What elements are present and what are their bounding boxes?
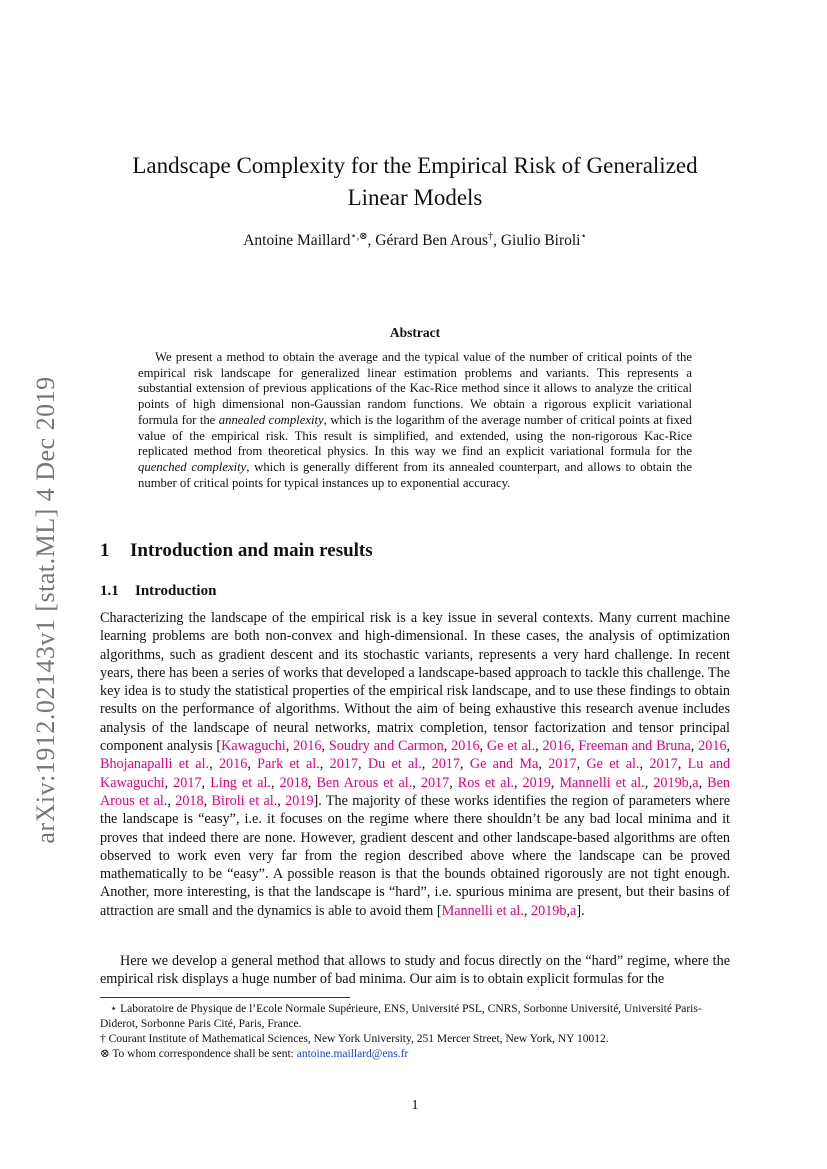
citation-separator: , bbox=[639, 756, 650, 773]
citation-link[interactable]: Park et al. bbox=[257, 756, 320, 773]
abstract-text: , which is the logarithm of the average number of critical points at fixed value of the empirical risk. This result is simplified, and extended, using the non-rigorous Kac-Rice replicated method from theoretical physics. In this way we find an explicit variational formula for the bbox=[138, 412, 692, 459]
author-list: Antoine Maillard⋆,⊗, Gérard Ben Arous†, Giulio Biroli⋆ bbox=[243, 230, 587, 249]
citation-separator: , bbox=[690, 738, 699, 755]
citation-link[interactable]: 2016 bbox=[542, 738, 571, 755]
citation-separator: , bbox=[479, 738, 487, 755]
footnote-mark: ⊗ bbox=[100, 1048, 110, 1060]
citation-separator: , bbox=[247, 756, 258, 773]
author-name: Giulio Biroli bbox=[500, 232, 581, 249]
paper-title bbox=[100, 150, 730, 214]
citation-link[interactable]: Kawaguchi bbox=[221, 738, 286, 755]
citation-link[interactable]: Du et al. bbox=[367, 756, 422, 773]
author-mark: ⋆ bbox=[580, 230, 587, 242]
citation-link[interactable]: Ben Arous et al. bbox=[100, 774, 731, 809]
citation-separator: , bbox=[535, 738, 543, 755]
citation-separator: , bbox=[566, 902, 571, 919]
abstract-body bbox=[138, 350, 692, 491]
paragraph-text: Characterizing the landscape of the empirical risk is a key issue in several contexts. Many current machine learning problems are both non-convex and high-dimensional. In these cases, the analysis of optimization algorithms, such as gradient descent and its stochastic variants, represents a very hard challenge. In recent years, there has been a series of works that developed a landscape-based approach to tackle this challenge. The key idea is to study the statistical properties of the empirical risk landscape, and to use these findings to obtain results on the performance of algorithms. Without the aim of being exhaustive this research avenue includes analysis of the landscape of neural networks, matrix completion, tensor factorization and tensor principal component analysis [ bbox=[100, 610, 730, 755]
citation-separator: , bbox=[412, 774, 421, 791]
citation-link[interactable]: 2017 bbox=[548, 756, 577, 773]
paragraph-text: ]. bbox=[576, 902, 585, 919]
citation-link[interactable]: 2017 bbox=[649, 756, 678, 773]
abstract-emphasis: quenched complexity bbox=[138, 459, 247, 474]
citation-separator: , bbox=[285, 738, 294, 755]
citation-link[interactable]: 2017 bbox=[173, 774, 202, 791]
abstract-text: We present a method to obtain the average and the typical value of the number of critical points of the empirical risk landscape for generalized linear estimation problems and variants. This represents a substantial extension of previous applications of the Kac-Rice method since it allows to analyze the critical points of high dimensional non-Gaussian random functions. We obtain a rigorous explicit variational formula for the bbox=[138, 350, 692, 427]
author-name: Antoine Maillard bbox=[243, 232, 351, 249]
footnote-mark: ⋆ bbox=[110, 1003, 118, 1015]
citation-link[interactable]: Bhojanapalli et al. bbox=[100, 756, 210, 773]
citation-separator: , bbox=[201, 774, 211, 791]
citation-separator: , bbox=[167, 792, 176, 809]
citation-separator: , bbox=[164, 774, 174, 791]
footnote-rule bbox=[100, 997, 350, 998]
citation-link[interactable]: 2016 bbox=[293, 738, 322, 755]
citation-separator: , bbox=[307, 774, 317, 791]
citation-separator: , bbox=[421, 756, 432, 773]
footnote-text: Laboratoire de Physique de l’Ecole Normale Supérieure, ENS, Université PSL, CNRS, Sorbonne Université, Université Paris-Diderot, Sorbonne Paris Cité, Paris, France. bbox=[100, 1003, 702, 1030]
citation-separator: , bbox=[570, 738, 579, 755]
citation-link[interactable]: 2018 bbox=[175, 792, 204, 809]
citation-link[interactable]: 2018 bbox=[279, 774, 308, 791]
intro-paragraph-2: Here we develop a general method that allows to study and focus directly on the “hard” regime, where the empirical risk displays a huge number of bad minima. Our aim is to obtain explicit formulas for the bbox=[100, 953, 730, 988]
citation-separator: , bbox=[513, 774, 523, 791]
section-heading bbox=[100, 540, 373, 562]
citation-link[interactable]: 2016 bbox=[218, 756, 248, 773]
author-name: Gérard Ben Arous bbox=[375, 232, 489, 249]
arxiv-sidebar bbox=[26, 360, 66, 860]
citation-link[interactable]: 2017 bbox=[329, 756, 358, 773]
citation-link[interactable]: 2019b bbox=[531, 902, 567, 919]
citation-link[interactable]: Mannelli et al. bbox=[441, 902, 524, 919]
citation-separator: , bbox=[726, 738, 731, 755]
subsection-number: 1.1 bbox=[100, 583, 119, 599]
citation-separator: , bbox=[538, 756, 549, 773]
abstract-text: , which is generally different from its annealed counterpart, and allows to obtain the number of critical points for typical instances up to exponential accuracy. bbox=[138, 459, 692, 490]
citation-link[interactable]: 2016 bbox=[451, 738, 480, 755]
footnote-text: Courant Institute of Mathematical Sciences, New York University, 251 Mercer Street, New York, NY 10012. bbox=[108, 1033, 609, 1045]
citation-link[interactable]: Ros et al. bbox=[457, 774, 514, 791]
citation-link[interactable]: Mannelli et al. bbox=[559, 774, 645, 791]
citation-separator: , bbox=[270, 774, 280, 791]
citation-link[interactable]: Lu and Kawaguchi bbox=[100, 756, 731, 791]
footnote-affiliation-2 bbox=[100, 1032, 730, 1047]
citation-link[interactable]: 2016 bbox=[698, 738, 727, 755]
citation-separator: , bbox=[644, 774, 654, 791]
author-mark: ⋆,⊗ bbox=[350, 230, 368, 242]
citation-link[interactable]: Freeman and Bruna bbox=[578, 738, 691, 755]
arxiv-identifier: arXiv:1912.02143v1 [stat.ML] 4 Dec 2019 bbox=[31, 376, 60, 844]
footnote-text: To whom correspondence shall be sent: bbox=[112, 1048, 297, 1060]
citation-link[interactable]: 2019 bbox=[522, 774, 551, 791]
footnote-affiliation-1 bbox=[100, 1002, 730, 1032]
citation-link[interactable]: Ge et al. bbox=[486, 738, 536, 755]
citation-link[interactable]: Soudry and Carmon bbox=[328, 738, 444, 755]
section-number: 1 bbox=[100, 540, 110, 561]
subsection-title: Introduction bbox=[135, 583, 217, 599]
citation-separator: , bbox=[449, 774, 458, 791]
abstract-heading: Abstract bbox=[389, 325, 441, 340]
citation-link[interactable]: 2019b bbox=[653, 774, 689, 791]
citation-separator: , bbox=[321, 738, 329, 755]
citation-link[interactable]: 2017 bbox=[420, 774, 450, 791]
citation-separator: , bbox=[319, 756, 330, 773]
intro-paragraph-1 bbox=[100, 609, 730, 920]
citation-separator: , bbox=[688, 774, 693, 791]
citation-link[interactable]: a bbox=[692, 774, 699, 791]
footnote-correspondence bbox=[100, 1047, 730, 1062]
subsection-heading bbox=[100, 583, 216, 600]
citation-separator: , bbox=[459, 756, 470, 773]
citation-link[interactable]: Ge and Ma bbox=[469, 756, 539, 773]
citation-separator: , bbox=[209, 756, 219, 773]
citation-separator: , bbox=[357, 756, 368, 773]
citation-link[interactable]: 2019 bbox=[285, 792, 314, 809]
paragraph-text: ]. The majority of these works identifies the region of parameters where the landscape is “easy”, i.e. it focuses on the regime where there shouldn’t be any bad local minima and it proves that indeed there are none. However, gradient descent and other landscape-based algorithms are often observed to work even very far from the region described above where the landscape can be proved mathematically to be “easy”. A possible reason is that the bounds obtained rigorously are not tight enough. Another, more interesting, is that the landscape is “hard”, i.e. spurious minima are present, but their basins of attraction are small and the dynamics is able to avoid them [ bbox=[100, 792, 730, 919]
title-line-2: Linear Models bbox=[347, 185, 483, 210]
title-line-1: Landscape Complexity for the Empirical Risk of Generalized bbox=[132, 153, 698, 178]
author-mark: † bbox=[488, 230, 494, 242]
citation-separator: , bbox=[443, 738, 452, 755]
citation-separator: , bbox=[576, 756, 587, 773]
abstract-emphasis: annealed complexity bbox=[218, 412, 324, 427]
citation-separator: , bbox=[277, 792, 286, 809]
citation-link[interactable]: Ling et al. bbox=[210, 774, 271, 791]
citation-separator: , bbox=[698, 774, 708, 791]
citation-separator: , bbox=[523, 902, 532, 919]
email-link[interactable]: antoine.maillard@ens.fr bbox=[296, 1048, 409, 1060]
section-title: Introduction and main results bbox=[130, 540, 373, 561]
citation-link[interactable]: Biroli et al. bbox=[211, 792, 278, 809]
citation-link[interactable]: Ge et al. bbox=[586, 756, 640, 773]
citation-separator: , bbox=[203, 792, 212, 809]
citation-link[interactable]: a bbox=[570, 902, 577, 919]
citation-separator: , bbox=[550, 774, 560, 791]
page-number: 1 bbox=[411, 1098, 419, 1113]
citation-link[interactable]: Ben Arous et al. bbox=[316, 774, 413, 791]
footnote-mark: † bbox=[100, 1033, 106, 1045]
citation-link[interactable]: 2017 bbox=[431, 756, 460, 773]
citation-separator: , bbox=[677, 756, 688, 773]
citation-list bbox=[442, 903, 577, 919]
